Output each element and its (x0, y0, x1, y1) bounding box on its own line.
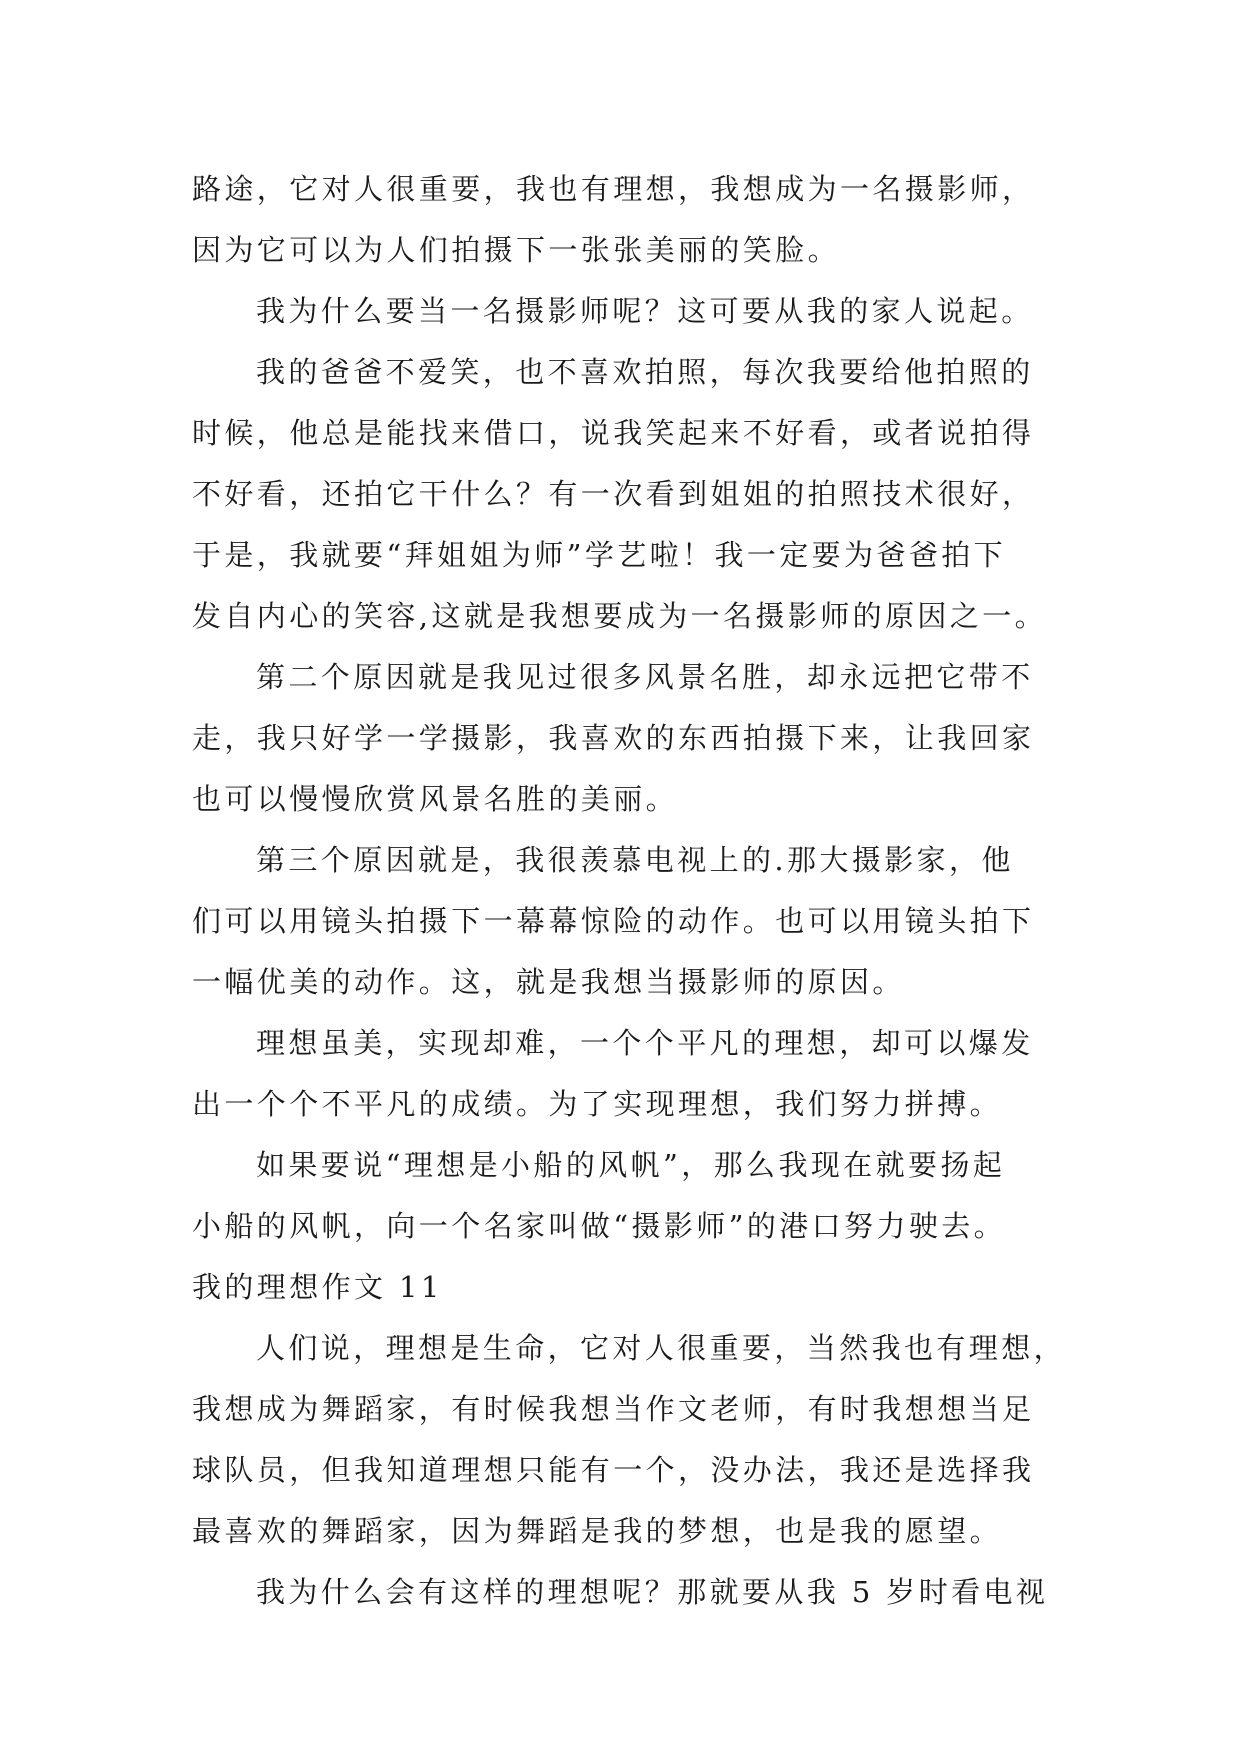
text-line: 最喜欢的舞蹈家，因为舞蹈是我的梦想，也是我的愿望。 (192, 1514, 1003, 1548)
text-line: 我想成为舞蹈家，有时候我想当作文老师，有时我想想当足 (192, 1392, 1035, 1426)
text-line: 也可以慢慢欣赏风景名胜的美丽。 (192, 782, 679, 816)
text-line: 如果要说“理想是小船的风帆”，那么我现在就要扬起 (256, 1148, 1006, 1182)
text-line: 不好看，还拍它干什么？有一次看到姐姐的拍照技术很好， (192, 477, 1035, 511)
text-line: 我为什么会有这样的理想呢？那就要从我 5 岁时看电视 (256, 1575, 1049, 1609)
text-line: 小船的风帆，向一个名家叫做“摄影师”的港口努力驶去。 (192, 1209, 1007, 1243)
text-line: 人们说，理想是生命，它对人很重要，当然我也有理想， (256, 1331, 1067, 1365)
text-line: 们可以用镜头拍摄下一幕幕惊险的动作。也可以用镜头拍下 (192, 904, 1035, 938)
document-page (192, 159, 1072, 1623)
text-line: 理想虽美，实现却难，一个个平凡的理想，却可以爆发 (256, 1026, 1034, 1060)
text-line: 于是，我就要“拜姐姐为师”学艺啦！我一定要为爸爸拍下 (192, 538, 1007, 572)
text-line: 我的理想作文 11 (192, 1270, 443, 1304)
text-line: 出一个个不平凡的成绩。为了实现理想，我们努力拼搏。 (192, 1087, 1003, 1121)
text-line: 球队员，但我知道理想只能有一个，没办法，我还是选择我 (192, 1453, 1035, 1487)
text-line: 第二个原因就是我见过很多风景名胜，却永远把它带不 (256, 660, 1034, 694)
text-line: 一幅优美的动作。这，就是我想当摄影师的原因。 (192, 965, 905, 999)
essay-text (192, 159, 1072, 1623)
text-line: 因为它可以为人们拍摄下一张张美丽的笑脸。 (192, 233, 841, 267)
text-line: 发自内心的笑容,这就是我想要成为一名摄影师的原因之一。 (192, 599, 1048, 633)
text-line: 我为什么要当一名摄影师呢？这可要从我的家人说起。 (256, 294, 1034, 328)
text-line: 时候，他总是能找来借口，说我笑起来不好看，或者说拍得 (192, 416, 1035, 450)
text-line: 路途，它对人很重要，我也有理想，我想成为一名摄影师， (192, 172, 1035, 206)
text-line: 第三个原因就是，我很羡慕电视上的.那大摄影家，他 (256, 843, 1014, 877)
text-line: 走，我只好学一学摄影，我喜欢的东西拍摄下来，让我回家 (192, 721, 1035, 755)
text-line: 我的爸爸不爱笑，也不喜欢拍照，每次我要给他拍照的 (256, 355, 1034, 389)
